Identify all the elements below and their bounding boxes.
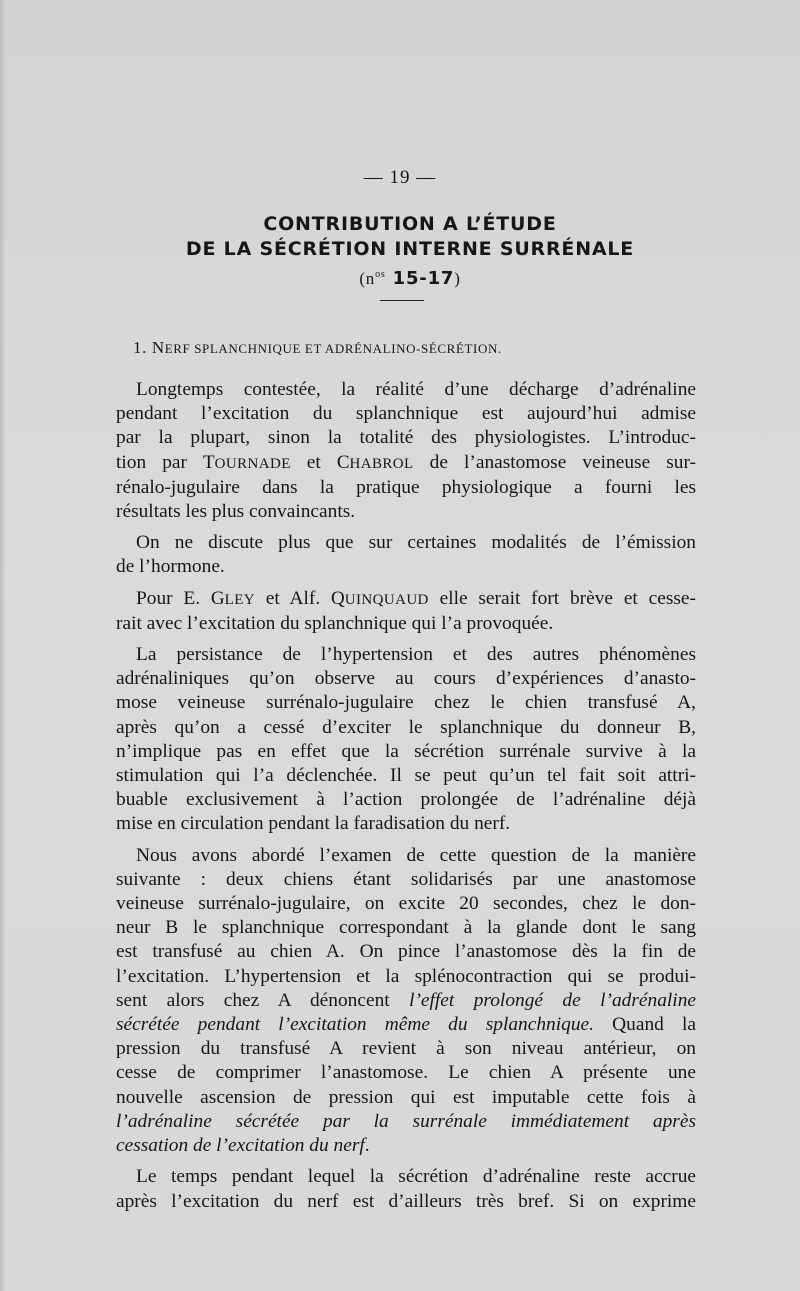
title-line-3: [60, 262, 760, 291]
text-line: [116, 1134, 696, 1158]
text-line: nouvelle ascension de pression qui est imputable cette fois à: [116, 1086, 696, 1108]
text-line: est transfusé au chien A. On pince l’anastomose dès la fin de: [116, 941, 696, 963]
author-name: HABROL: [349, 455, 414, 472]
author-name: OURNADE: [214, 455, 291, 472]
paragraph-3: [116, 587, 696, 636]
italic-emphasis: sécrétée pendant l’excitation même du splanchnique.: [116, 1014, 594, 1036]
author-name: LEY: [224, 591, 256, 608]
text-line: neur B le splanchnique correspondant à la glande dont le sang: [116, 917, 696, 939]
text-line: mise en circulation pendant la faradisation du nerf.: [116, 813, 511, 835]
section-number: 1.: [133, 338, 147, 357]
text-line: résultats les plus convaincants.: [116, 501, 356, 523]
text-line: [116, 451, 696, 476]
text-line: [116, 989, 696, 1013]
text-line: par la plupart, sinon la totalité des physiologistes. L’introduc-: [116, 427, 696, 449]
text-line: après qu’on a cessé d’exciter le splanchnique du donneur B,: [116, 716, 696, 738]
text-fragment: Quand la: [593, 1014, 696, 1036]
text-line: pendant l’excitation du splanchnique est aujourd’hui admise: [116, 403, 696, 425]
text-line: pression du transfusé A revient à son niveau antérieur, on: [116, 1038, 696, 1060]
section-heading: [133, 338, 733, 358]
paragraph-4: [116, 643, 696, 837]
title-numero-suffix: ): [454, 269, 461, 288]
paragraph-2: [116, 531, 696, 579]
author-name: UINQUAUD: [344, 591, 429, 608]
text-fragment: et Alf.: [255, 587, 332, 609]
text-line: [116, 1110, 696, 1134]
text-line: La persistance de l’hypertension et des autres phénomènes: [136, 644, 696, 666]
text-line: Longtemps contestée, la réalité d’une décharge d’adrénaline: [136, 379, 696, 400]
text-line: l’excitation. L’hypertension et la splénocontraction qui se produi-: [116, 965, 696, 987]
italic-emphasis: cessation de l’excitation du nerf: [116, 1135, 365, 1157]
paragraph-5: [116, 844, 696, 1159]
italic-emphasis: l’adrénaline sécrétée par la surrénale immédiatement après: [116, 1110, 696, 1132]
title-divider: [380, 300, 424, 301]
text-line: cesse de comprimer l’anastomose. Le chien A présente une: [116, 1062, 696, 1084]
text-fragment: elle serait fort brève et cesse-: [428, 587, 696, 609]
text-line: de l’hormone.: [116, 556, 225, 578]
author-name-initial: Q: [331, 587, 345, 609]
text-line: suivante : deux chiens étant solidarisés par une anastomose: [116, 868, 696, 890]
text-line: Nous avons abordé l’examen de cette question de la manière: [136, 844, 696, 866]
text-fragment: .: [364, 1135, 370, 1157]
text-fragment: de l’anastomose veineuse sur-: [413, 451, 696, 473]
text-line: veineuse surrénalo-jugulaire, on excite 20 secondes, chez le don-: [116, 893, 696, 915]
text-line: mose veineuse surrénalo-jugulaire chez le chien transfusé A,: [116, 692, 696, 714]
page-number: — 19 —: [363, 167, 437, 188]
text-line: adrénaliniques qu’on observe au cours d’expériences d’anasto-: [116, 668, 696, 690]
text-line: [116, 587, 696, 612]
text-fragment: et: [290, 451, 337, 473]
author-name-initial: G: [210, 587, 225, 609]
text-line: stimulation qui l’a déclenchée. Il se peut qu’un tel fait soit attri-: [116, 765, 696, 787]
text-line: rait avec l’excitation du splanchnique qui l’a provoquée.: [116, 612, 554, 634]
text-line: n’implique pas en effet que la sécrétion surrénale survive à la: [116, 740, 696, 762]
text-fragment: Pour E.: [136, 587, 211, 609]
title-numbers: 15-17: [385, 268, 455, 289]
paragraph-6: [116, 1165, 696, 1213]
section-heading-initial: N: [151, 338, 165, 357]
text-line: buable exclusivement à l’action prolongée de l’adrénaline déjà: [116, 789, 696, 811]
title-line-1: CONTRIBUTION A L’ÉTUDE: [263, 213, 557, 235]
author-name-initial: T: [203, 451, 215, 473]
author-name-initial: C: [336, 451, 350, 473]
text-line: rénalo-jugulaire dans la pratique physiologique a fourni les: [116, 476, 696, 498]
text-line: Le temps pendant lequel la sécrétion d’adrénaline reste accrue: [136, 1166, 696, 1188]
title-line-2: DE LA SÉCRÉTION INTERNE SURRÉNALE: [185, 238, 635, 260]
body-text: [116, 378, 696, 1221]
text-line: [116, 1013, 696, 1037]
article-title: [60, 212, 760, 291]
text-line: On ne discute plus que sur certaines modalités de l’émission: [136, 532, 696, 554]
text-fragment: sent alors chez A dénoncent: [116, 989, 410, 1011]
title-numero-sup: os: [375, 269, 386, 280]
text-fragment: tion par: [116, 451, 204, 473]
italic-emphasis: l’effet prolongé de l’adrénaline: [409, 989, 696, 1011]
paragraph-1: [116, 378, 696, 524]
text-line: après l’excitation du nerf est d’ailleurs très bref. Si on exprime: [116, 1190, 696, 1212]
title-numero-prefix: (n: [359, 269, 376, 288]
section-heading-text: ERF SPLANCHNIQUE ET ADRÉNALINO-SÉCRÉTION.: [164, 341, 502, 356]
